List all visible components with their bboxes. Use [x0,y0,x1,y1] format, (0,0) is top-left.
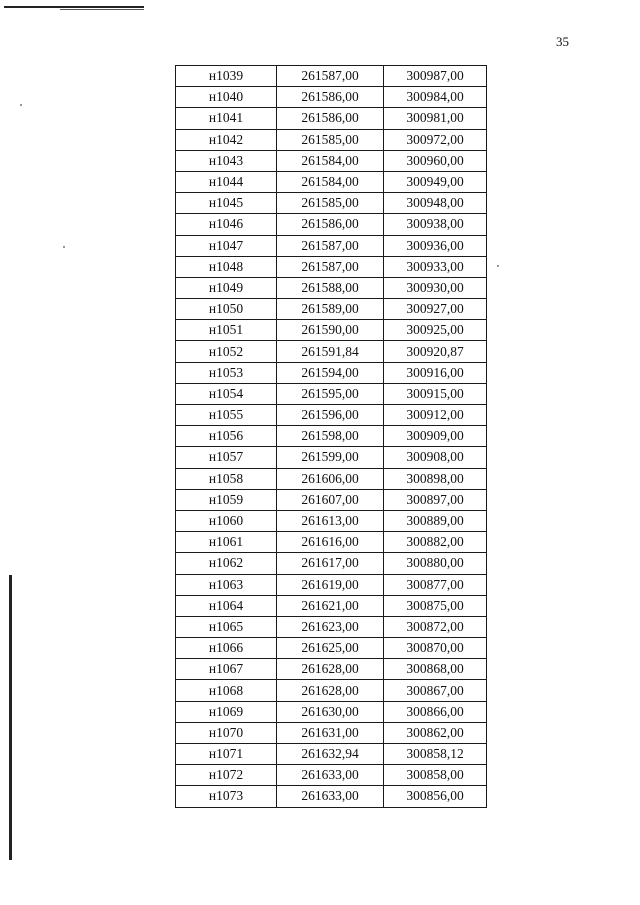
y-coordinate-cell: 300870,00 [384,638,487,659]
x-coordinate-cell: 261587,00 [277,235,384,256]
table-row [176,383,487,404]
y-coordinate-cell: 300882,00 [384,532,487,553]
y-coordinate-cell: 300875,00 [384,595,487,616]
table-row [176,553,487,574]
x-coordinate-cell: 261616,00 [277,532,384,553]
y-coordinate-cell: 300938,00 [384,214,487,235]
y-coordinate-cell: 300915,00 [384,383,487,404]
point-id-cell: н1058 [176,468,277,489]
x-coordinate-cell: 261599,00 [277,447,384,468]
table-row [176,277,487,298]
y-coordinate-cell: 300858,00 [384,765,487,786]
point-id-cell: н1048 [176,256,277,277]
x-coordinate-cell: 261625,00 [277,638,384,659]
y-coordinate-cell: 300912,00 [384,405,487,426]
x-coordinate-cell: 261584,00 [277,150,384,171]
point-id-cell: н1040 [176,87,277,108]
point-id-cell: н1069 [176,701,277,722]
table-row [176,426,487,447]
x-coordinate-cell: 261595,00 [277,383,384,404]
x-coordinate-cell: 261586,00 [277,214,384,235]
y-coordinate-cell: 300936,00 [384,235,487,256]
scan-speck [63,246,65,248]
table-row [176,722,487,743]
y-coordinate-cell: 300927,00 [384,299,487,320]
coordinates-table-body [176,66,487,808]
table-row [176,214,487,235]
x-coordinate-cell: 261586,00 [277,87,384,108]
table-row [176,659,487,680]
point-id-cell: н1041 [176,108,277,129]
y-coordinate-cell: 300925,00 [384,320,487,341]
point-id-cell: н1054 [176,383,277,404]
point-id-cell: н1068 [176,680,277,701]
y-coordinate-cell: 300868,00 [384,659,487,680]
x-coordinate-cell: 261594,00 [277,362,384,383]
x-coordinate-cell: 261585,00 [277,129,384,150]
page-number: 35 [556,34,569,49]
x-coordinate-cell: 261589,00 [277,299,384,320]
table-row [176,320,487,341]
x-coordinate-cell: 261623,00 [277,616,384,637]
y-coordinate-cell: 300920,87 [384,341,487,362]
x-coordinate-cell: 261587,00 [277,66,384,87]
point-id-cell: н1039 [176,66,277,87]
table-row [176,256,487,277]
scan-speck [20,104,22,106]
scan-top-rule [4,6,144,8]
table-row [176,341,487,362]
x-coordinate-cell: 261584,00 [277,171,384,192]
table-row [176,108,487,129]
y-coordinate-cell: 300867,00 [384,680,487,701]
point-id-cell: н1061 [176,532,277,553]
point-id-cell: н1047 [176,235,277,256]
point-id-cell: н1064 [176,595,277,616]
point-id-cell: н1045 [176,193,277,214]
point-id-cell: н1066 [176,638,277,659]
table-row [176,701,487,722]
table-row [176,193,487,214]
table-row [176,299,487,320]
table-row [176,468,487,489]
y-coordinate-cell: 300877,00 [384,574,487,595]
scan-speck [497,265,499,267]
x-coordinate-cell: 261596,00 [277,405,384,426]
y-coordinate-cell: 300856,00 [384,786,487,807]
point-id-cell: н1070 [176,722,277,743]
x-coordinate-cell: 261587,00 [277,256,384,277]
y-coordinate-cell: 300909,00 [384,426,487,447]
y-coordinate-cell: 300908,00 [384,447,487,468]
table-row [176,744,487,765]
table-row [176,362,487,383]
point-id-cell: н1071 [176,744,277,765]
y-coordinate-cell: 300930,00 [384,277,487,298]
x-coordinate-cell: 261631,00 [277,722,384,743]
y-coordinate-cell: 300866,00 [384,701,487,722]
table-row [176,616,487,637]
y-coordinate-cell: 300897,00 [384,489,487,510]
y-coordinate-cell: 300872,00 [384,616,487,637]
y-coordinate-cell: 300898,00 [384,468,487,489]
point-id-cell: н1060 [176,510,277,531]
point-id-cell: н1049 [176,277,277,298]
x-coordinate-cell: 261633,00 [277,786,384,807]
point-id-cell: н1053 [176,362,277,383]
y-coordinate-cell: 300984,00 [384,87,487,108]
table-row [176,129,487,150]
table-row [176,447,487,468]
coordinates-table [175,65,487,808]
point-id-cell: н1059 [176,489,277,510]
table-row [176,235,487,256]
x-coordinate-cell: 261617,00 [277,553,384,574]
point-id-cell: н1042 [176,129,277,150]
y-coordinate-cell: 300972,00 [384,129,487,150]
y-coordinate-cell: 300916,00 [384,362,487,383]
x-coordinate-cell: 261633,00 [277,765,384,786]
point-id-cell: н1065 [176,616,277,637]
scan-top-rule-thin [60,9,144,10]
x-coordinate-cell: 261606,00 [277,468,384,489]
x-coordinate-cell: 261632,94 [277,744,384,765]
table-row [176,638,487,659]
point-id-cell: н1044 [176,171,277,192]
y-coordinate-cell: 300981,00 [384,108,487,129]
y-coordinate-cell: 300948,00 [384,193,487,214]
point-id-cell: н1062 [176,553,277,574]
x-coordinate-cell: 261619,00 [277,574,384,595]
table-row [176,595,487,616]
point-id-cell: н1073 [176,786,277,807]
y-coordinate-cell: 300880,00 [384,553,487,574]
y-coordinate-cell: 300933,00 [384,256,487,277]
table-row [176,680,487,701]
table-row [176,510,487,531]
point-id-cell: н1052 [176,341,277,362]
table-row [176,66,487,87]
point-id-cell: н1046 [176,214,277,235]
y-coordinate-cell: 300889,00 [384,510,487,531]
point-id-cell: н1067 [176,659,277,680]
y-coordinate-cell: 300987,00 [384,66,487,87]
y-coordinate-cell: 300960,00 [384,150,487,171]
x-coordinate-cell: 261630,00 [277,701,384,722]
y-coordinate-cell: 300862,00 [384,722,487,743]
x-coordinate-cell: 261628,00 [277,680,384,701]
table-row [176,574,487,595]
point-id-cell: н1072 [176,765,277,786]
y-coordinate-cell: 300858,12 [384,744,487,765]
table-row [176,765,487,786]
table-row [176,87,487,108]
x-coordinate-cell: 261590,00 [277,320,384,341]
x-coordinate-cell: 261607,00 [277,489,384,510]
x-coordinate-cell: 261588,00 [277,277,384,298]
x-coordinate-cell: 261591,84 [277,341,384,362]
x-coordinate-cell: 261628,00 [277,659,384,680]
table-row [176,532,487,553]
x-coordinate-cell: 261586,00 [277,108,384,129]
y-coordinate-cell: 300949,00 [384,171,487,192]
point-id-cell: н1063 [176,574,277,595]
table-row [176,786,487,807]
point-id-cell: н1051 [176,320,277,341]
point-id-cell: н1055 [176,405,277,426]
table-row [176,405,487,426]
point-id-cell: н1050 [176,299,277,320]
x-coordinate-cell: 261613,00 [277,510,384,531]
table-row [176,150,487,171]
x-coordinate-cell: 261598,00 [277,426,384,447]
table-row [176,171,487,192]
scan-edge-mark [9,575,12,860]
point-id-cell: н1057 [176,447,277,468]
table-row [176,489,487,510]
x-coordinate-cell: 261621,00 [277,595,384,616]
x-coordinate-cell: 261585,00 [277,193,384,214]
point-id-cell: н1043 [176,150,277,171]
point-id-cell: н1056 [176,426,277,447]
